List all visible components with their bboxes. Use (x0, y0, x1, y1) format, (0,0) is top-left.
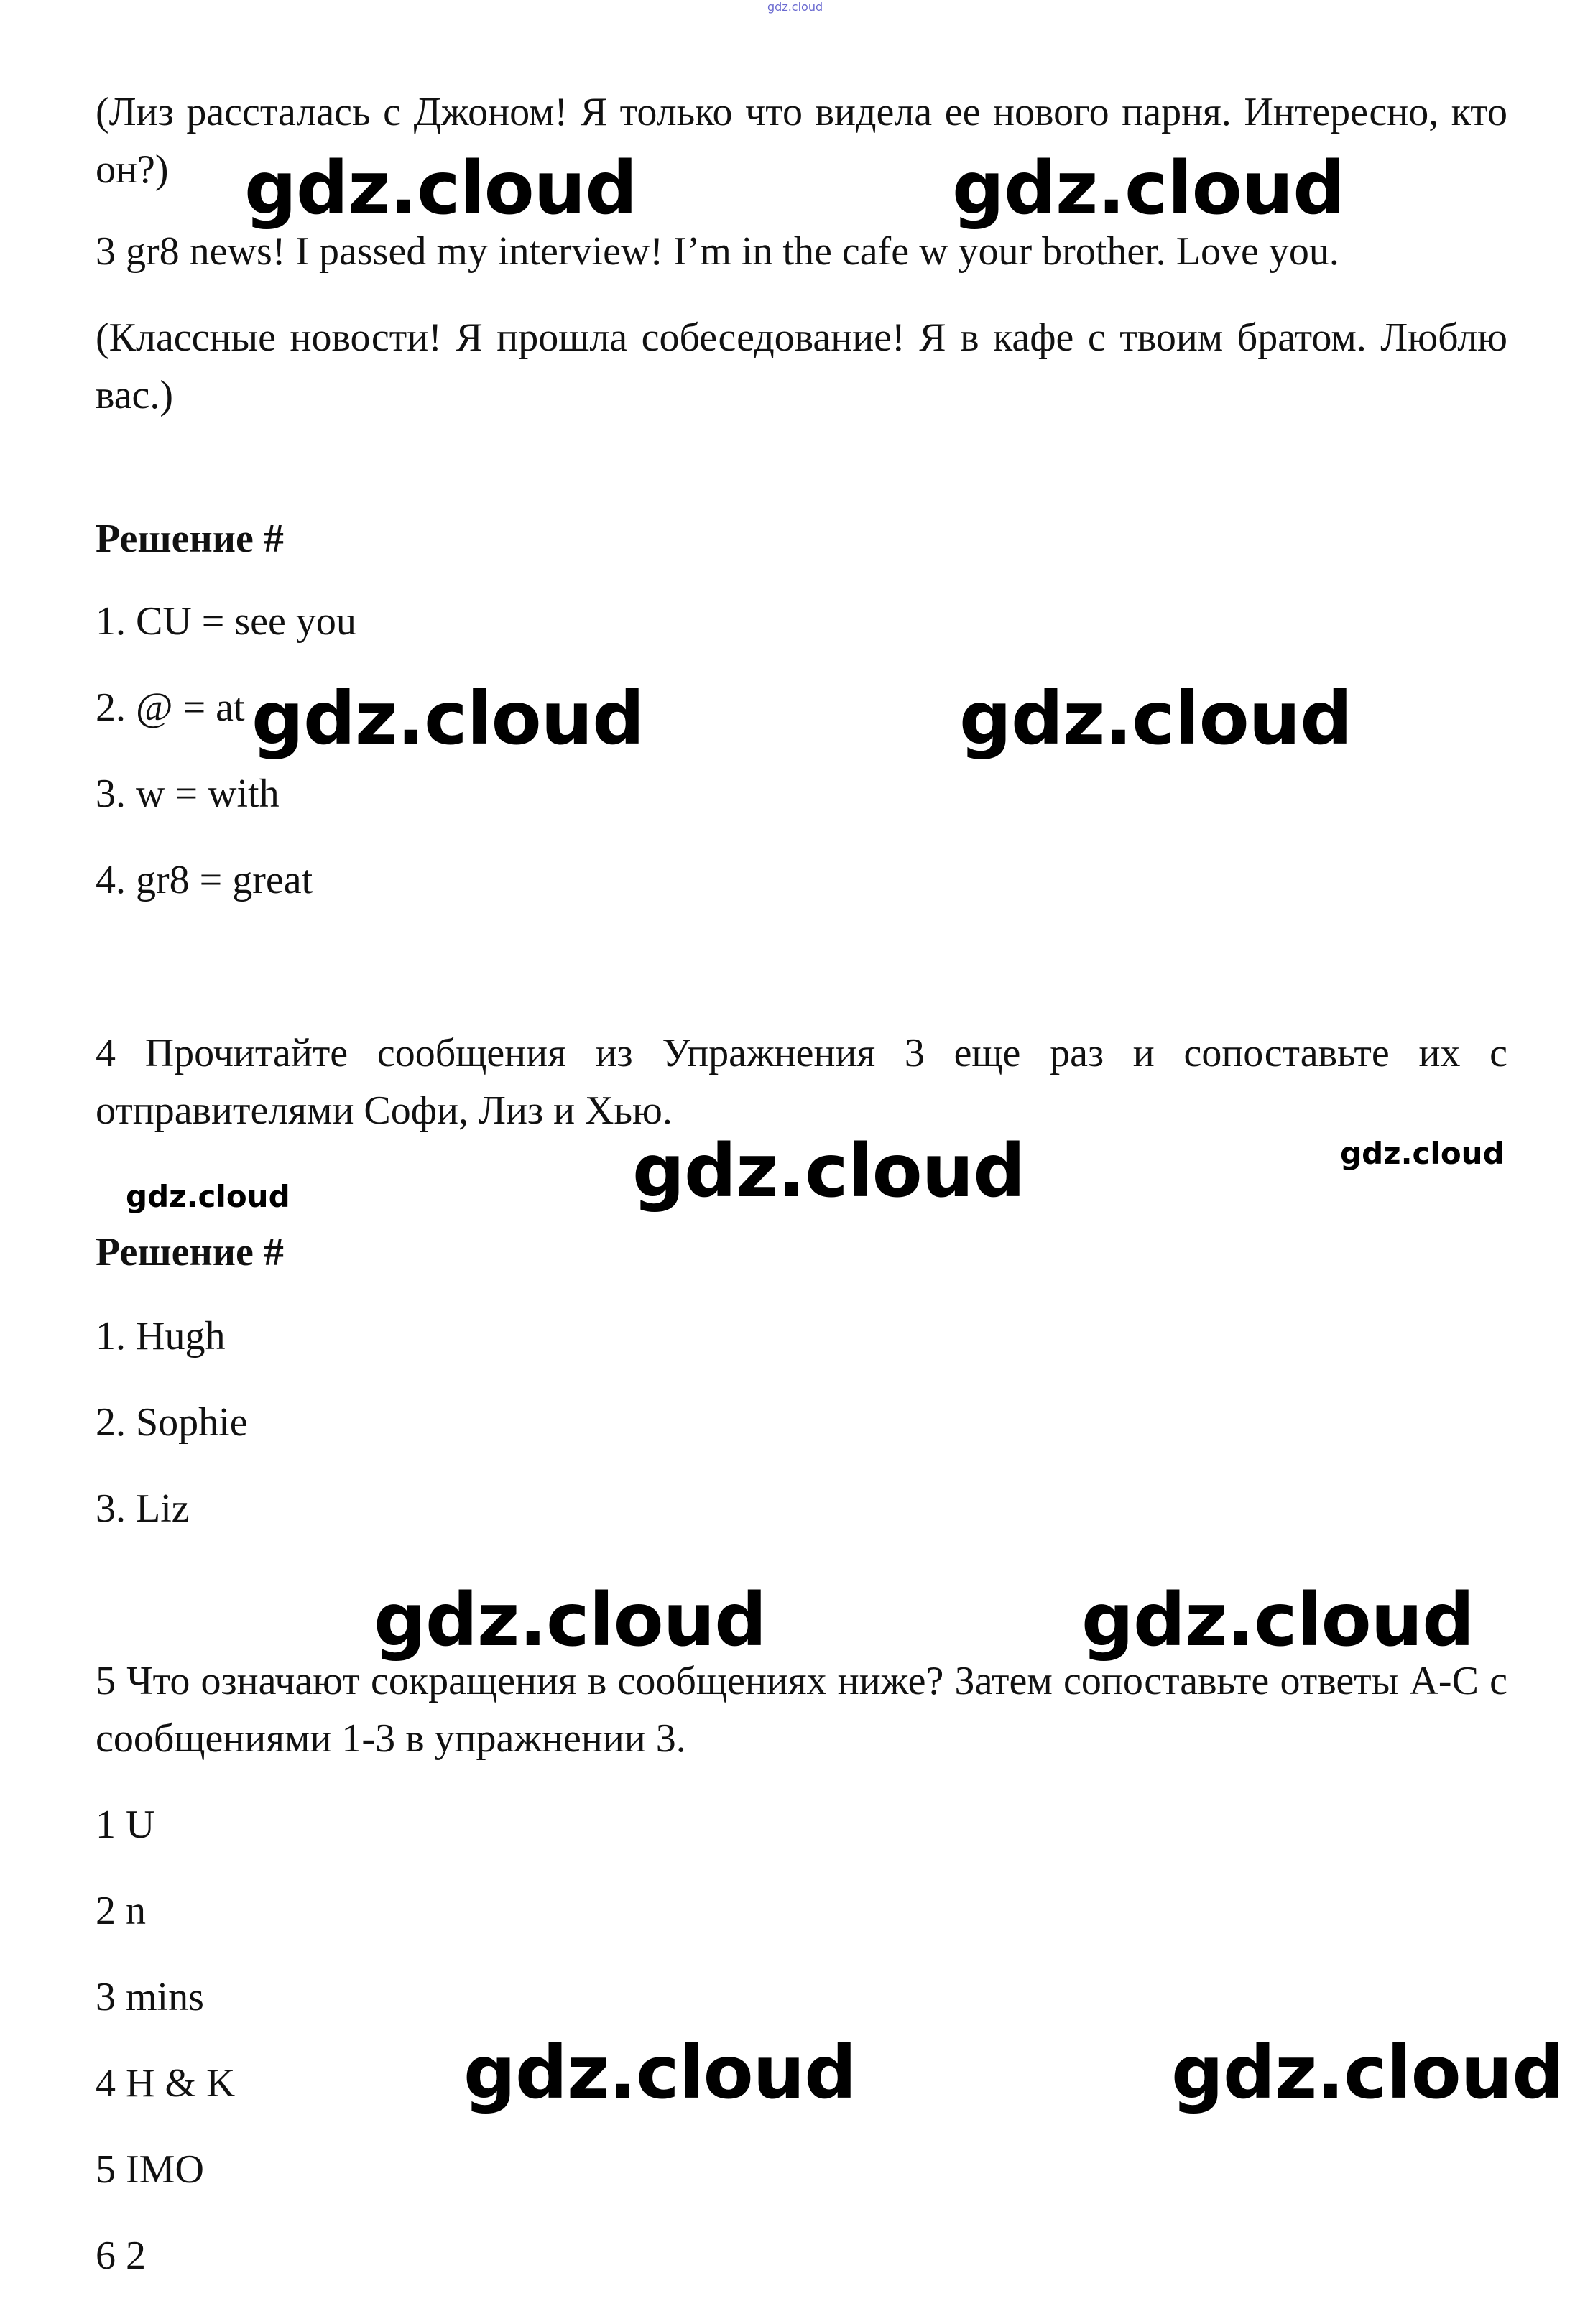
paragraph-translation-liz: (Лиз рассталась с Джоном! Я только что видела ее нового парня. Интересно, кто он?) (96, 90, 1507, 192)
watermark: gdz.cloud (463, 2030, 856, 2116)
solution-1-item-2: 2. @ = at (96, 685, 245, 730)
abbreviation-4: 4 H & K (96, 2061, 236, 2106)
watermark: gdz.cloud (959, 676, 1352, 761)
solution-1-item-3: 3. w = with (96, 772, 280, 816)
watermark: gdz.cloud (1340, 1136, 1505, 1171)
solution-2-item-3: 3. Liz (96, 1486, 190, 1531)
watermark: gdz.cloud (244, 146, 637, 231)
solution-heading-1: Решение # (96, 517, 284, 561)
abbreviation-1: 1 U (96, 1802, 155, 1847)
watermark: gdz.cloud (632, 1129, 1025, 1214)
exercise-5-task: 5 Что означают сокращения в сообщениях ниже? Затем сопоставьте ответы A-C с сообщениями 1-3 в упражнении 3. (96, 1659, 1507, 1761)
solution-2-item-1: 1. Hugh (96, 1314, 226, 1358)
paragraph-translation-news: (Классные новости! Я прошла собеседование! Я в кафе с твоим братом. Люблю вас.) (96, 315, 1507, 417)
abbreviation-6: 6 2 (96, 2233, 146, 2278)
abbreviation-2: 2 n (96, 1889, 146, 1933)
exercise-4-task: 4 Прочитайте сообщения из Упражнения 3 еще раз и сопоставьте их с отправителями Софи, Лиз и Хью. (96, 1031, 1507, 1133)
abbreviation-5: 5 IMO (96, 2147, 204, 2192)
watermark: gdz.cloud (374, 1578, 767, 1663)
paragraph-message-3: 3 gr8 news! I passed my interview! I’m in the cafe w your brother. Love you. (96, 229, 1339, 274)
watermark: gdz.cloud (952, 146, 1345, 231)
solution-1-item-1: 1. CU = see you (96, 599, 356, 644)
watermark: gdz.cloud (126, 1179, 290, 1214)
watermark: gdz.cloud (251, 676, 645, 761)
solution-2-item-2: 2. Sophie (96, 1400, 248, 1445)
solution-1-item-4: 4. gr8 = great (96, 858, 313, 902)
watermark-top: gdz.cloud (767, 0, 823, 14)
watermark: gdz.cloud (1171, 2030, 1564, 2116)
watermark: gdz.cloud (1081, 1578, 1474, 1663)
solution-heading-2: Решение # (96, 1230, 284, 1274)
abbreviation-3: 3 mins (96, 1975, 204, 2019)
